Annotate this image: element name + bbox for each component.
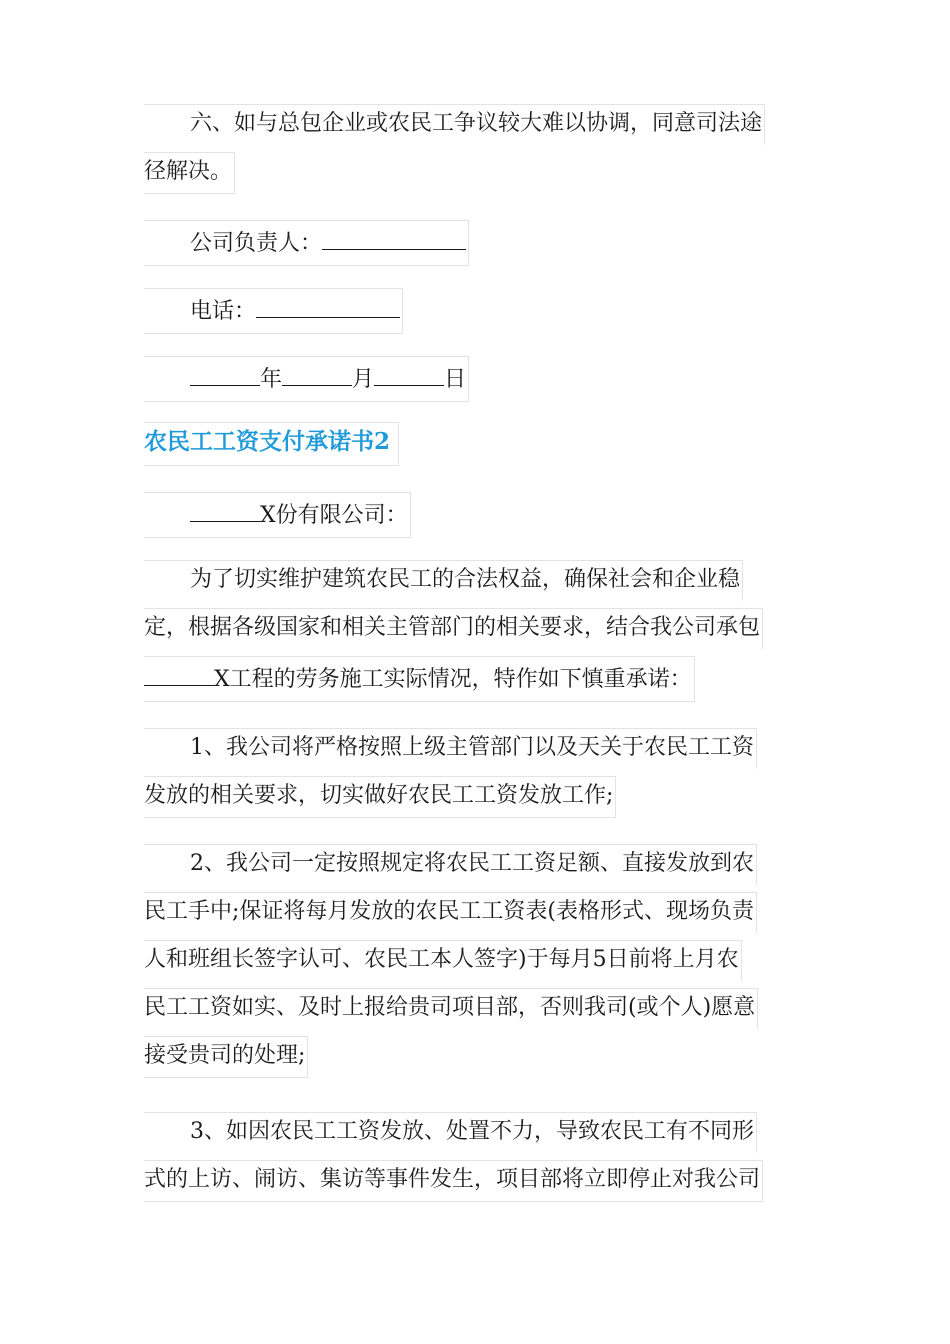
month-blank[interactable] [282,361,352,386]
item3-line2: 式的上访、闹访、集访等事件发生，项目部将立即停止对我公司 [144,1160,763,1202]
phone-field: 电话： [144,288,403,334]
company-head-field: 公司负责人： [144,220,469,266]
item1-line1: 1、我公司将严格按照上级主管部门以及天关于农民工工资 [144,728,757,769]
project-name-blank[interactable] [144,661,214,686]
item1-line2: 发放的相关要求，切实做好农民工工资发放工作; [144,776,616,818]
item2-line3: 人和班组长签字认可、农民工本人签字)于每月5日前将上月农 [144,940,742,981]
intro-line2: 定，根据各级国家和相关主管部门的相关要求，结合我公司承包 [144,608,763,649]
item2-line4: 民工工资如实、及时上报给贵司项目部，否则我司(或个人)愿意 [144,988,758,1029]
intro-line1: 为了切实维护建筑农民工的合法权益，确保社会和企业稳 [144,560,743,601]
item2-line2: 民工手中;保证将每月发放的农民工工资表(表格形式、现场负责 [144,892,757,933]
company-name-blank[interactable] [190,497,260,522]
item6-line1: 六、如与总包企业或农民工争议较大难以协调，同意司法途 [144,104,765,145]
item2-line5: 接受贵司的处理; [144,1036,308,1078]
item3-line1: 3、如因农民工工资发放、处置不力，导致农民工有不同形 [144,1112,757,1153]
day-blank[interactable] [374,361,444,386]
item2-line1: 2、我公司一定按照规定将农民工工资足额、直接发放到农 [144,844,757,885]
section-heading: 农民工工资支付承诺书2 [144,422,399,466]
phone-blank[interactable] [256,293,400,318]
year-blank[interactable] [190,361,260,386]
date-field: 年 月 日 [144,356,469,402]
company-head-blank[interactable] [322,225,466,250]
intro-line3: X工程的劳务施工实际情况，特作如下慎重承诺： [144,656,695,702]
salutation: X份有限公司： [144,492,411,538]
item6-line2: 径解决。 [144,152,235,194]
